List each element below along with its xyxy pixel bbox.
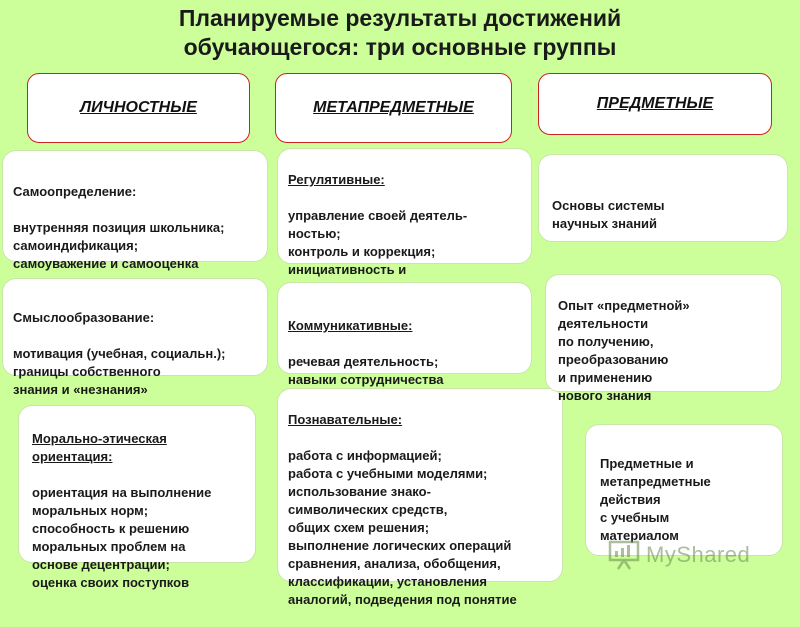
card-moral-orientation — [18, 405, 256, 590]
card-regulative-heading: Регулятивные: — [288, 172, 385, 187]
header-metasubject — [275, 73, 512, 143]
card-subject-actions — [585, 424, 783, 556]
card-meaning-formation-heading: Смыслообразование: — [13, 310, 155, 325]
header-personal — [27, 73, 250, 143]
card-communicative — [277, 282, 532, 387]
card-subject-actions-text: Предметные и метапредметные действия с учебным материалом — [600, 456, 711, 543]
card-self-determination-heading: Самоопределение: — [13, 184, 137, 199]
card-self-determination-body: внутренняя позиция школьника; самоиндификация; самоуважение и самооценка — [13, 220, 225, 271]
card-meaning-formation — [2, 278, 268, 397]
watermark-logo — [608, 538, 768, 572]
card-regulative — [277, 148, 532, 277]
card-communicative-body: речевая деятельность; навыки сотрудничества — [288, 354, 444, 387]
card-cognitive-body: работа с информацией; работа с учебными моделями; использование знако- символических средств, общих схем решения; выполнение логических операций сравнения, анализа, обобщения, классификации, установления аналогий, подведения под понятие — [288, 448, 517, 607]
watermark-text: MyShared — [646, 542, 751, 567]
card-self-determination — [2, 150, 268, 271]
card-knowledge-basics-text: Основы системы научных знаний — [552, 198, 665, 231]
card-subject-experience — [545, 274, 782, 403]
card-meaning-formation-body: мотивация (учебная, социальн.); границы собственного знания и «незнания» — [13, 346, 226, 397]
presentation-board-icon — [608, 539, 640, 571]
card-regulative-body: управление своей деятель- ностью; контроль и коррекция; инициативность и — [288, 208, 468, 277]
card-moral-orientation-heading: Морально-этическая ориентация: — [32, 431, 167, 464]
header-subject — [538, 73, 772, 135]
header-subject-label: ПРЕДМЕТНЫЕ — [596, 95, 714, 112]
header-personal-label: ЛИЧНОСТНЫЕ — [80, 99, 197, 116]
card-subject-experience-text: Опыт «предметной» деятельности по получению, преобразованию и применению нового знания — [558, 298, 690, 403]
card-cognitive-heading: Познавательные: — [288, 412, 403, 427]
page-title: Планируемые результаты достижений обучающегося: три основные группы — [178, 5, 622, 60]
card-communicative-heading: Коммуникативные: — [288, 318, 413, 333]
card-moral-orientation-body: ориентация на выполнение моральных норм; способность к решению моральных проблем на основе децентрации; оценка своих поступков — [32, 485, 212, 590]
card-cognitive — [277, 388, 563, 607]
header-metasubject-label: МЕТАПРЕДМЕТНЫЕ — [313, 99, 474, 116]
card-knowledge-basics — [538, 154, 788, 242]
